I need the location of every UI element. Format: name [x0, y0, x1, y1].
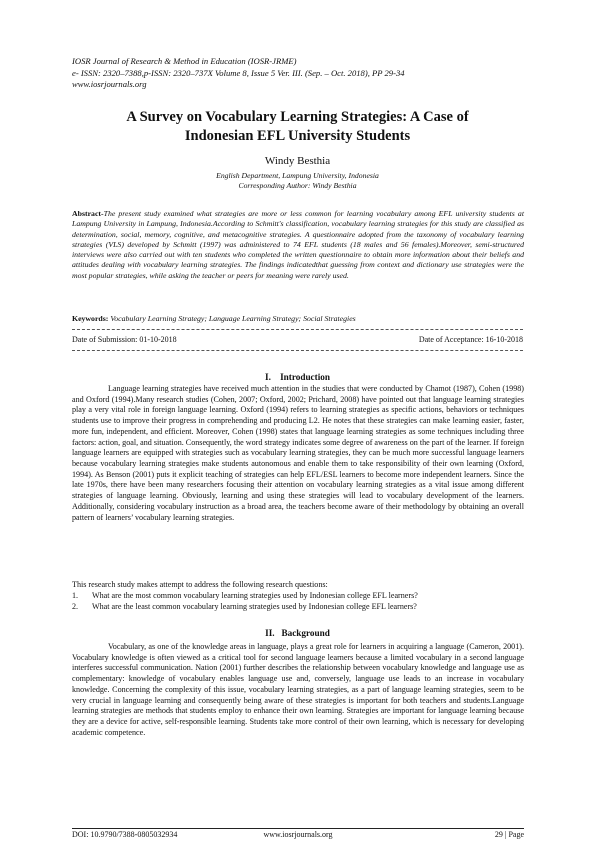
keywords-label: Keywords:: [72, 314, 109, 323]
question-text: What are the least common vocabulary learning strategies used by Indonesian college EFL learners?: [92, 602, 417, 611]
submission-date: Date of Submission: 01-10-2018: [72, 335, 177, 344]
journal-issn: e- ISSN: 2320–7388,p-ISSN: 2320–737X Volume 8, Issue 5 Ver. III. (Sep. – Oct. 2018), PP 29-34: [72, 67, 405, 78]
research-question-2: [72, 602, 524, 613]
section-heading-introduction: I. Introduction: [265, 372, 330, 382]
journal-name: IOSR Journal of Research & Method in Education (IOSR-JRME): [72, 56, 297, 66]
author-name: Windy Besthia: [264, 155, 331, 167]
page-footer: [72, 830, 524, 840]
research-questions-intro: This research study makes attempt to address the following research questions:: [72, 580, 328, 589]
introduction-paragraph: [72, 384, 524, 523]
paper-title: [72, 108, 523, 145]
corresponding-author: Corresponding Author: Windy Besthia: [238, 181, 357, 191]
acceptance-date: Date of Acceptance: 16-10-2018: [418, 335, 523, 344]
affiliation: English Department, Lampung University, Indonesia: [216, 171, 379, 180]
title-line-1: A Survey on Vocabulary Learning Strategies: A Case of: [126, 109, 469, 125]
question-text: What are the most common vocabulary learning strategies used by Indonesian college EFL learners?: [92, 591, 418, 600]
journal-header: [72, 56, 522, 91]
background-paragraph: [72, 642, 524, 738]
background-text: Vocabulary, as one of the knowledge areas in language, plays a great role for learners in acquiring a language (Cameron, 2001). Vocabulary knowledge is often viewed as a critical tool for second language learners because a limited vocabulary in a second language interferes successful communication. Nation (2001) further describes the relationship between vocabulary knowledge and language use as complementary: knowledge of vocabulary enables language use and, conversely, language use leads to an increase in vocabulary knowledge. Concerning the complexity of this issue, vocabulary learning strategies, as a part of language learning strategies, seem to be very crucial in language learning and consequently being aware of these strategies is important for both teachers and students.Language learning strategies are methods that students employ to enhance their own learning. Strategies are important for language learning because they are a device for active, self-responsible learning. Students take more control of their own learning, which is necessary for developing academic competence.: [72, 642, 524, 737]
footer-rule: [72, 828, 524, 829]
keywords: [72, 314, 524, 324]
abstract-text: The present study examined what strategies are more or less common for learning vocabulary among EFL university students at Lampung University in Lampung, Indonesia.According to Schmitt's classification, vocabulary learning strategies for this study are classified as determination, social, memory, cognitive, and metacognitive strategies. A questionnaire adopted from the taxonomy of vocabulary learning strategies (VLS) developed by Schmitt (1997) was administered to 74 EFL students (18 males and 56 females).Moreover, semi-structured interviews were also carried out with ten students who completed the written questionnaire to obtain more information about their beliefs and attitudes dealing with vocabulary learning strategies. The findings indicatedthat guessing from context and dictionary use strategies were the most popular strategies, while asking the teacher or peers for meaning were rarely used.: [72, 209, 524, 280]
footer-doi: DOI: 10.9790/7388-0805032934: [72, 830, 178, 839]
author-block: [72, 171, 523, 192]
footer-url[interactable]: www.iosrjournals.org: [263, 830, 333, 839]
question-number: 2.: [72, 602, 79, 611]
divider-bottom: [72, 350, 523, 351]
dates-row: [72, 335, 523, 345]
page-number: 29 | Page: [494, 830, 524, 839]
research-question-1: [72, 591, 524, 602]
title-line-2: Indonesian EFL University Students: [184, 127, 411, 144]
abstract: [72, 209, 524, 281]
journal-url[interactable]: www.iosrjournals.org: [72, 79, 147, 90]
keywords-text: Vocabulary Learning Strategy; Language Learning Strategy; Social Strategies: [110, 314, 356, 323]
introduction-text: Language learning strategies have received much attention in the studies that were conducted by Chamot (1987), Cohen (1998) and Oxford (1994).Many research studies (Cohen, 2007; Oxford, 2002; Prichard, 2008) have pointed out that language learning strategies play a very vital role in foreign language learning. Oxford (1994) refers to learning strategies as specific actions, behaviors or techniques students use to improve their progress in comprehending and producing L2. He notes that these strategies can make learning easier, faster, more fun, independent, and efficient. Moreover, Cohen (1998) states that language learning strategies as some techniques including three factors: action, goal, and situation. Consequently, the word strategy indicates some degree of awareness on the part of the learner. If foreign language learners are equipped with strategies such as vocabulary learning strategies, they can be much more successful language learners because vocabulary learning strategies make students autonomous and enable them to take responsibility of their own learning (Oxford, 1994). As Benson (2001) puts it explicit teaching of strategies can help EFL/ESL learners to become more independent learners. Since the late 1970s, there have been many researchers focusing their attention on vocabulary learning strategies as a vital issue among different strategies of language learning. Obviously, learning and using these strategies will lead to vocabulary development of the learners. Additionally, considering vocabulary instruction as a broad area, the teachers become aware of their methodology by obtaining an overall pattern of learners’ vocabulary learning strategies.: [72, 384, 524, 522]
abstract-label: Abstract-: [72, 209, 104, 218]
divider-top: [72, 329, 523, 330]
section-heading-background: II. Background: [265, 628, 330, 638]
question-number: 1.: [72, 591, 79, 600]
